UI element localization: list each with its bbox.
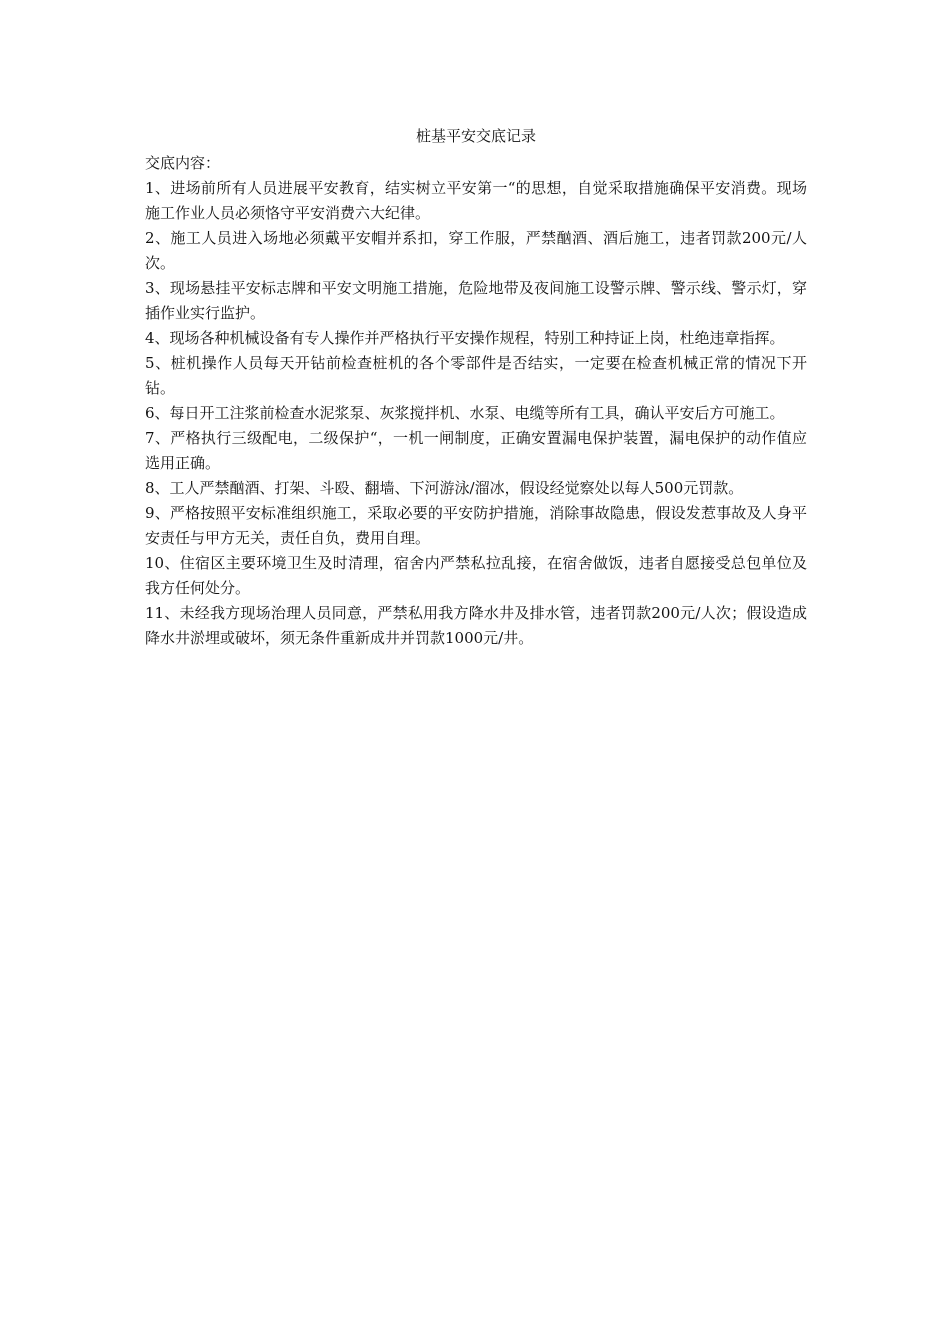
- document-title: 桩基平安交底记录: [415, 127, 536, 145]
- clause-9: 9、严格按照平安标准组织施工，采取必要的平安防护措施，消除事故隐患，假设发惹事故及人身平安责任与甲方无关，责任自负，费用自理。: [145, 504, 807, 547]
- clause-1: 1、进场前所有人员进展平安教育，结实树立平安第一“的思想，自觉采取措施确保平安消费。现场施工作业人员必须恪守平安消费六大纪律。: [145, 179, 807, 222]
- clause-6: 6、每日开工注浆前检查水泥浆泵、灰浆搅拌机、水泵、电缆等所有工具，确认平安后方可施工。: [145, 404, 785, 422]
- content-label: 交底内容：: [145, 154, 221, 172]
- clause-3: 3、现场悬挂平安标志牌和平安文明施工措施，危险地带及夜间施工设警示牌、警示线、警示灯，穿插作业实行监护。: [145, 279, 807, 322]
- clause-11: 11、未经我方现场治理人员同意，严禁私用我方降水井及排水管，违者罚款200元/人次；假设造成降水井淤埋或破坏，须无条件重新成井并罚款1000元/井。: [145, 604, 807, 647]
- clause-4: 4、现场各种机械设备有专人操作并严格执行平安操作规程，特别工种持证上岗，杜绝违章指挥。: [145, 329, 785, 347]
- clause-10: 10、住宿区主要环境卫生及时清理，宿舍内严禁私拉乱接，在宿舍做饭，违者自愿接受总包单位及我方任何处分。: [145, 554, 807, 597]
- clause-7: 7、严格执行三级配电，二级保护“，一机一闸制度，正确安置漏电保护装置，漏电保护的动作值应选用正确。: [145, 429, 807, 472]
- clause-8: 8、工人严禁酗酒、打架、斗殴、翻墙、下河游泳/溜冰，假设经觉察处以每人500元罚款。: [145, 479, 744, 497]
- clause-2: 2、施工人员进入场地必须戴平安帽并系扣，穿工作服，严禁酗酒、酒后施工，违者罚款200元/人次。: [145, 229, 807, 272]
- clause-5: 5、桩机操作人员每天开钻前检查桩机的各个零部件是否结实，一定要在检查机械正常的情况下开钻。: [145, 354, 807, 397]
- document-body: [145, 124, 807, 651]
